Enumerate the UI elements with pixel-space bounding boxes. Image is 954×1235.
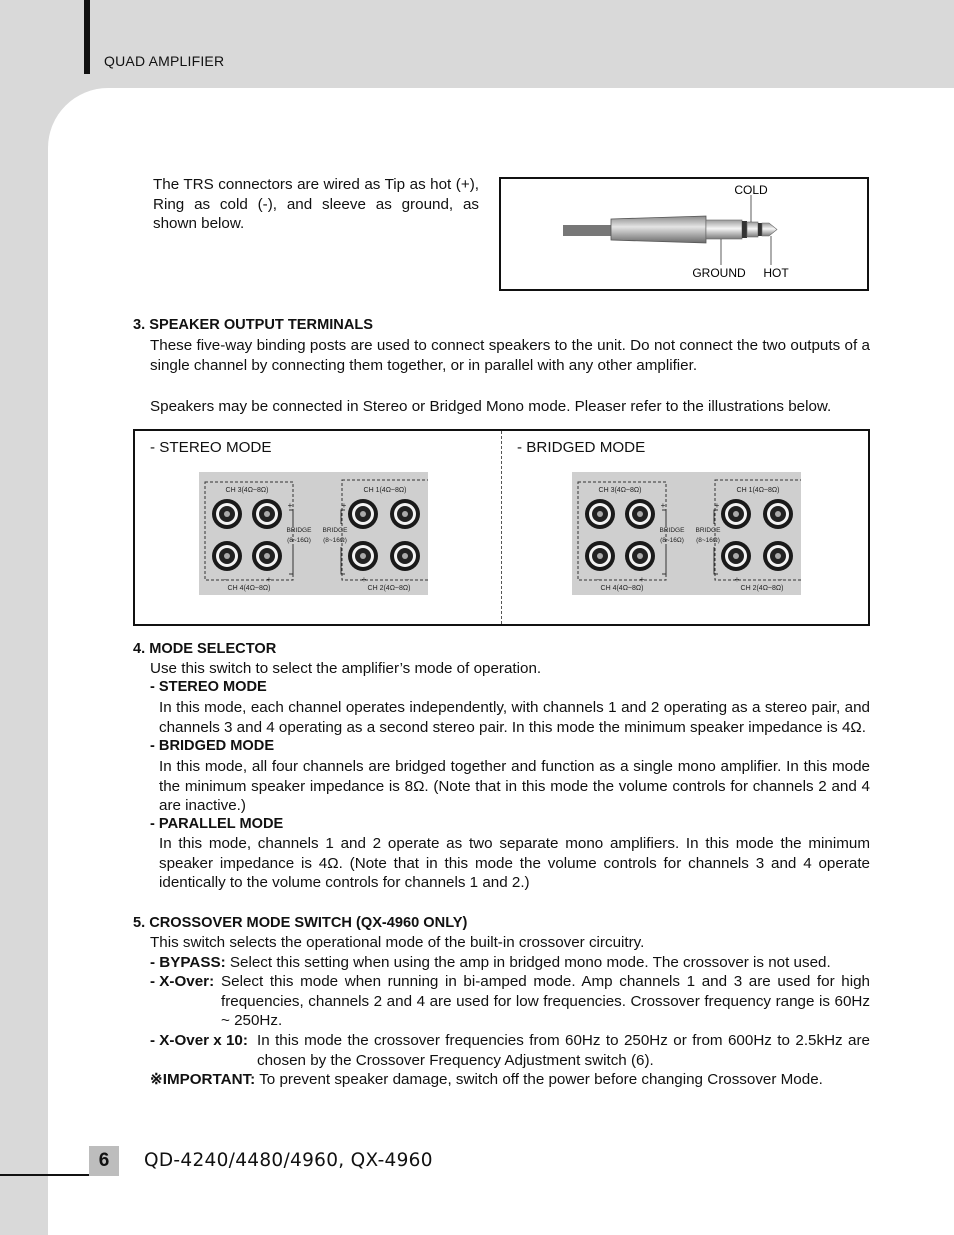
ch4-label: CH 4(4Ω~8Ω)	[227, 585, 271, 592]
minus-mark-2: –	[777, 575, 783, 584]
stereo-mode-label: - STEREO MODE	[150, 439, 272, 456]
important-label: ※IMPORTANT:	[150, 1071, 256, 1088]
plug-insulator-1	[742, 221, 747, 238]
plug-sleeve	[706, 220, 742, 239]
post-hole	[224, 553, 230, 559]
ch1-label: CH 1(4Ω~8Ω)	[363, 487, 407, 494]
section-4-heading: 4. MODE SELECTOR	[133, 641, 277, 657]
post-hole	[402, 553, 408, 559]
binding-post-ch2-right	[763, 541, 793, 571]
plug-tip	[762, 223, 777, 236]
ch3-label: CH 3(4Ω~8Ω)	[225, 487, 269, 494]
xover-text: Select this mode when running in bi-amped mode. Amp channels 1 and 3 are used for high frequencies, channels 2 and 4 are used for low frequencies. Crossover frequency range is 60Hz ~ 250Hz.	[221, 973, 870, 1030]
bracket-upper-left	[289, 510, 293, 524]
hot-label: HOT	[763, 266, 789, 280]
binding-post-ch4-right	[625, 541, 655, 571]
page-number: 6	[89, 1146, 119, 1176]
bridge-label-left: BRIDGE	[286, 527, 312, 534]
post-hole	[360, 511, 366, 517]
stereo-terminal-panel	[199, 472, 428, 595]
header-bar	[84, 0, 90, 74]
post-hole	[775, 511, 781, 517]
plus-mark-3: +	[639, 575, 645, 584]
trs-description: The TRS connectors are wired as Tip as hot (+), Ring as cold (-), and sleeve as ground, as shown below.	[153, 176, 479, 233]
bypass-text: Select this setting when using the amp in bridged mono mode. The crossover is not used.	[229, 954, 831, 971]
plus-mark-right: +	[714, 501, 720, 510]
plus-mark-left: +	[660, 501, 666, 510]
binding-post-ch3-left	[585, 499, 615, 529]
footer-model-names: QD-4240/4480/4960, QX-4960	[144, 1150, 433, 1171]
bridge-label-right: BRIDGE	[322, 527, 348, 534]
plus-mark-left: +	[287, 501, 293, 510]
section-3-heading: 3. SPEAKER OUTPUT TERMINALS	[133, 317, 374, 333]
binding-post-ch4-left	[212, 541, 242, 571]
post-hole	[264, 511, 270, 517]
bypass-label: - BYPASS:	[150, 954, 226, 971]
plus-mark-4: +	[734, 575, 740, 584]
post-hole	[402, 511, 408, 517]
bridge-label-right: BRIDGE	[695, 527, 721, 534]
mode-divider	[501, 431, 502, 624]
bridged-terminal-svg	[572, 472, 801, 595]
plug-ring	[747, 222, 758, 237]
binding-post-ch3-right	[252, 499, 282, 529]
post-hole	[597, 553, 603, 559]
section-5-intro: This switch selects the operational mode of the built-in crossover circuitry.	[150, 934, 645, 951]
binding-post-ch1-right	[390, 499, 420, 529]
ch2-label: CH 2(4Ω~8Ω)	[367, 585, 411, 592]
minus-mark-1: –	[223, 575, 229, 584]
stereo-mode-text: In this mode, each channel operates independently, with channels 1 and 2 operating as a stereo pair, and channels 3 and 4 operating as a second stereo pair. In this mode the minimum speaker impedance is 4Ω.	[159, 699, 870, 736]
binding-post-ch4-right	[252, 541, 282, 571]
ground-label: GROUND	[692, 266, 746, 280]
xover-label: - X-Over:	[150, 973, 215, 990]
ch2-label: CH 2(4Ω~8Ω)	[740, 585, 784, 592]
post-hole	[733, 511, 739, 517]
ch4-label: CH 4(4Ω~8Ω)	[600, 585, 644, 592]
post-hole	[775, 553, 781, 559]
cable	[563, 225, 613, 236]
parallel-mode-text: In this mode, channels 1 and 2 operate as two separate mono amplifiers. In this mode the minimum speaker impedance is 4Ω. (Note that in this mode the volume controls for channels 3 and 4 operate identically to the volume controls for channels 1 and 2.)	[159, 835, 870, 892]
trs-diagram	[499, 177, 869, 291]
bridged-mode-label: - BRIDGED MODE	[517, 439, 646, 456]
plus-mark-3: +	[266, 575, 272, 584]
binding-post-ch1-right	[763, 499, 793, 529]
important-note	[150, 1070, 870, 1090]
speaker-mode-diagram	[133, 429, 870, 626]
bridge-range-left: (8~16Ω)	[287, 537, 311, 544]
binding-post-ch1-left	[348, 499, 378, 529]
bracket-upper-left	[662, 510, 666, 524]
bracket-upper-right	[341, 510, 345, 524]
plus-mark-4: +	[361, 575, 367, 584]
binding-post-ch3-left	[212, 499, 242, 529]
bridged-terminal-panel	[572, 472, 801, 595]
parallel-mode-heading: - PARALLEL MODE	[150, 816, 284, 832]
post-hole	[733, 553, 739, 559]
bracket-lower-left	[289, 547, 293, 574]
bridge-range-left: (8~16Ω)	[660, 537, 684, 544]
binding-post-ch2-left	[721, 541, 751, 571]
stereo-mode-heading: - STEREO MODE	[150, 679, 267, 695]
footer-rule	[0, 1174, 89, 1176]
post-hole	[637, 553, 643, 559]
ch1-label: CH 1(4Ω~8Ω)	[736, 487, 780, 494]
binding-post-ch4-left	[585, 541, 615, 571]
plug-barrel	[611, 216, 706, 243]
binding-post-ch3-right	[625, 499, 655, 529]
bracket-lower-left	[662, 547, 666, 574]
cold-label: COLD	[734, 183, 768, 197]
stereo-terminal-svg	[199, 472, 428, 595]
important-text: To prevent speaker damage, switch off the power before changing Crossover Mode.	[259, 1071, 823, 1088]
binding-post-ch1-left	[721, 499, 751, 529]
xover10-label: - X-Over x 10:	[150, 1032, 248, 1049]
binding-post-ch2-right	[390, 541, 420, 571]
minus-mark-1: –	[596, 575, 602, 584]
post-hole	[637, 511, 643, 517]
trs-plug-illustration	[501, 179, 867, 289]
section-4-intro: Use this switch to select the amplifier’s mode of operation.	[150, 660, 542, 677]
header-section-title: QUAD AMPLIFIER	[104, 53, 225, 69]
bridge-range-right: (8~16Ω)	[696, 537, 720, 544]
bypass-item	[150, 953, 870, 973]
bridge-range-right: (8~16Ω)	[323, 537, 347, 544]
section-5-heading: 5. CROSSOVER MODE SWITCH (QX-4960 ONLY)	[133, 915, 468, 931]
bridged-mode-text: In this mode, all four channels are bridged together and function as a single mono amplifier. In this mode the minimum speaker impedance is 8Ω. (Note that in this mode the volume controls for channels 2 and 4 are inactive.)	[159, 758, 870, 815]
plug-insulator-2	[758, 223, 762, 236]
bridged-mode-heading: - BRIDGED MODE	[150, 738, 275, 754]
section-3-paragraph-1: These five-way binding posts are used to connect speakers to the unit. Do not connect the two outputs of a single channel by connecting them together, or in parallel with any other amplifier.	[150, 337, 870, 374]
ch3-label: CH 3(4Ω~8Ω)	[598, 487, 642, 494]
post-hole	[360, 553, 366, 559]
bracket-upper-right	[714, 510, 718, 524]
bridge-label-left: BRIDGE	[659, 527, 685, 534]
section-3-paragraph-2: Speakers may be connected in Stereo or Bridged Mono mode. Pleaser refer to the illustrations below.	[150, 398, 832, 415]
post-hole	[224, 511, 230, 517]
plus-mark-right: +	[341, 501, 347, 510]
xover10-text: In this mode the crossover frequencies from 60Hz to 250Hz or from 600Hz to 2.5kHz are chosen by the Crossover Frequency Adjustment switch (6).	[257, 1032, 870, 1069]
top-band	[0, 0, 954, 90]
post-hole	[264, 553, 270, 559]
post-hole	[597, 511, 603, 517]
binding-post-ch2-left	[348, 541, 378, 571]
minus-mark-2: –	[404, 575, 410, 584]
